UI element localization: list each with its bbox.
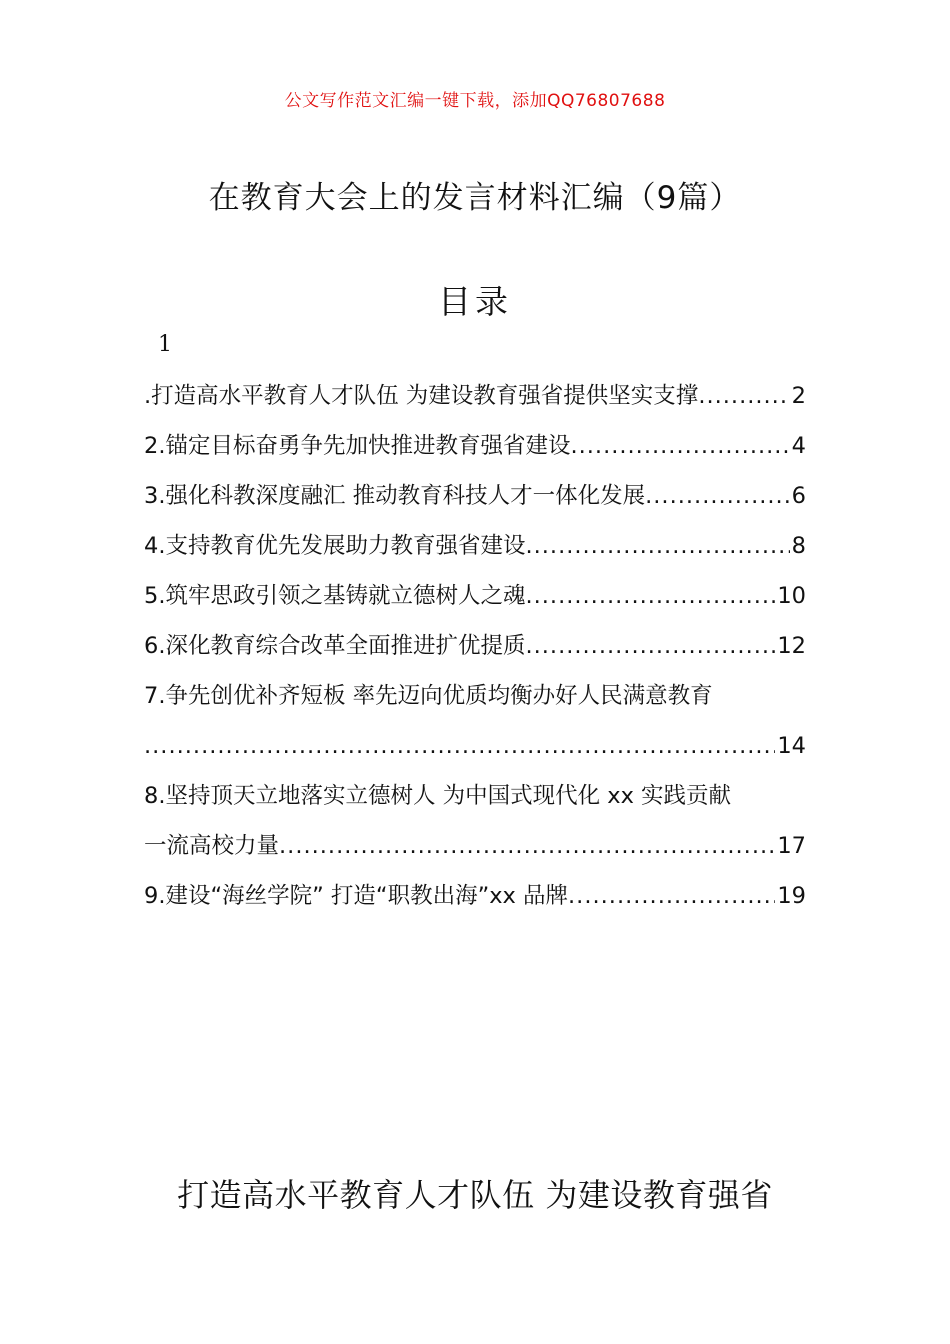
toc-entry-text: .打造高水平教育人才队伍 为建设教育强省提供坚实支撑 <box>144 383 699 409</box>
toc-entry-9[interactable] <box>144 871 806 921</box>
toc-entry-page: 4 <box>791 433 806 459</box>
toc-entry-text: 4.支持教育优先发展助力教育强省建设 <box>144 533 526 559</box>
toc-entry-text: 8.坚持顶天立地落实立德树人 为中国式现代化 xx 实践贡献 <box>144 783 732 809</box>
toc-entry-8-continued[interactable] <box>144 821 806 871</box>
toc-leader-dots <box>525 621 775 671</box>
toc-entry-5[interactable] <box>144 571 806 621</box>
toc-entry-page: 14 <box>777 733 806 759</box>
toc-entry-4[interactable] <box>144 521 806 571</box>
toc-entry-text: 2.锚定目标奋勇争先加快推进教育强省建设 <box>144 433 571 459</box>
toc-leader-dots <box>144 721 775 771</box>
toc-entry-page: 2 <box>791 383 806 409</box>
document-title: 在教育大会上的发言材料汇编（9篇） <box>208 180 742 216</box>
toc-entry-1[interactable] <box>144 371 806 421</box>
toc-leader-dots <box>645 471 790 521</box>
toc-entry-text: 7.争先创优补齐短板 率先迈向优质均衡办好人民满意教育 <box>144 683 713 709</box>
toc-entry-page: 12 <box>777 633 806 659</box>
header-banner: 公文写作范文汇编一键下载，添加QQ76807688 <box>284 91 666 111</box>
toc-entry-text: 9.建设“海丝学院” 打造“职教出海”xx 品牌 <box>144 883 569 909</box>
toc-entry-page: 8 <box>791 533 806 559</box>
page-marker: 1 <box>158 332 172 357</box>
toc-entry-page: 6 <box>791 483 806 509</box>
toc-entry-page: 19 <box>777 883 806 909</box>
toc-leader-dots <box>570 421 789 471</box>
toc-leader-dots <box>525 571 775 621</box>
toc-entry-page: 10 <box>777 583 806 609</box>
toc-entry-text: 3.强化科教深度融汇 推动教育科技人才一体化发展 <box>144 483 646 509</box>
toc-heading: 目录 <box>438 282 512 321</box>
toc-entry-3[interactable] <box>144 471 806 521</box>
toc-leader-dots <box>698 371 789 421</box>
toc-entry-8[interactable] <box>144 771 806 821</box>
toc-entry-7-continued[interactable] <box>144 721 806 771</box>
toc-leader-dots <box>568 871 775 921</box>
toc-entry-2[interactable] <box>144 421 806 471</box>
table-of-contents <box>144 371 806 921</box>
toc-leader-dots <box>525 521 789 571</box>
toc-entry-6[interactable] <box>144 621 806 671</box>
section-title: 打造高水平教育人才队伍 为建设教育强省 <box>177 1176 773 1214</box>
toc-entry-7[interactable] <box>144 671 806 721</box>
toc-entry-text: 5.筑牢思政引领之基铸就立德树人之魂 <box>144 583 526 609</box>
toc-entry-text: 6.深化教育综合改革全面推进扩优提质 <box>144 633 526 659</box>
toc-leader-dots <box>279 821 775 871</box>
toc-entry-text: 一流高校力量 <box>144 833 280 859</box>
toc-entry-page: 17 <box>777 833 806 859</box>
